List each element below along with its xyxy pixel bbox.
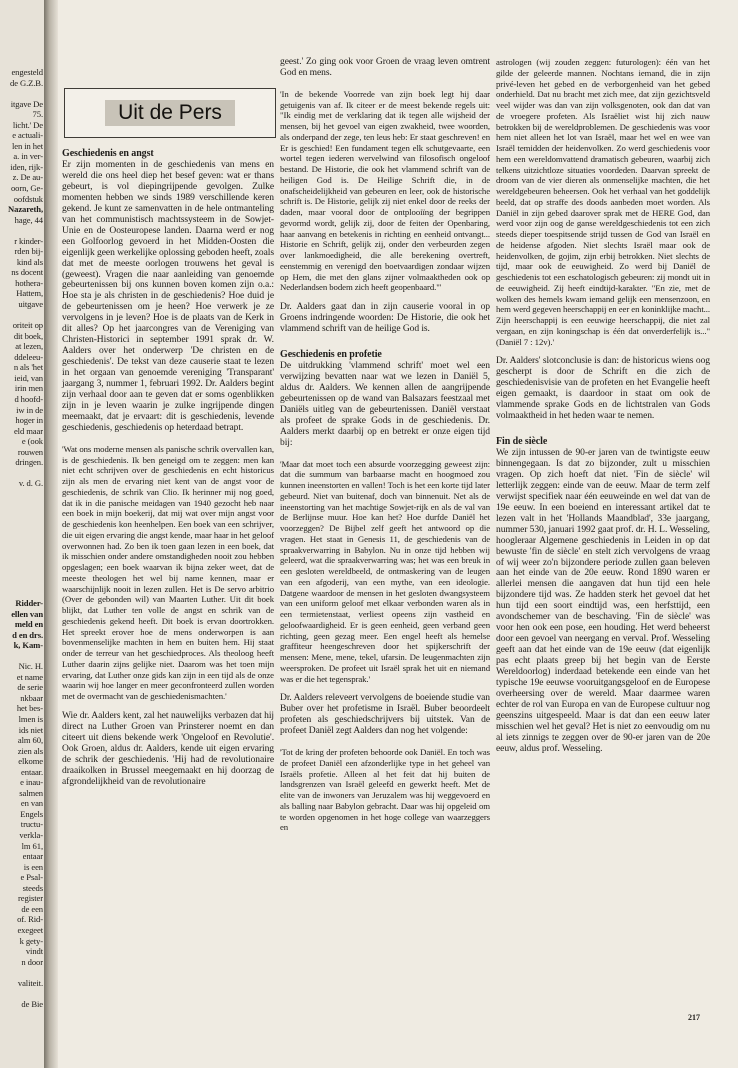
section-title: Uit de Pers	[105, 100, 235, 126]
previous-page-line: itgave De	[10, 98, 43, 109]
previous-page-line: eld maar	[13, 425, 43, 436]
previous-page-line: is een	[23, 861, 43, 872]
col2-paragraph-3: De uitdrukking 'vlammend schrift' moet wel een verwijzing bevatten naar wat we lezen in Daniël 5, aldus dr. Aalders. We kennen allen de aangrijpende gebeurtenissen op de wand van Balsazars feestzaal met Daniëls uitleg van de gebeurtenissen. Daniël verstaat als profeet de sprake Gods in de geschiedenis. Dr. Aalders merkt daarbij op en betrekt er onze eigen tijd bij:	[280, 360, 490, 448]
previous-page-line: Ridder-	[15, 598, 43, 608]
heading-geschiedenis-en-profetie: Geschiedenis en profetie	[280, 349, 382, 361]
previous-page-line: e inau-	[20, 777, 43, 788]
previous-page-line: hothera-	[15, 277, 43, 288]
previous-page-line: n door	[21, 956, 43, 967]
previous-page-line: ids niet	[18, 724, 43, 735]
col2-paragraph-4: Dr. Aalders releveert vervolgens de boeiende studie van Buber over het profetisme in Israël. Buber beoordeelt profeten als geschiedschrijvers bij uitstek. Van de profeet Daniël zegt Aalders dan nog het volgende:	[280, 692, 490, 737]
previous-page-line: a. in ver-	[13, 151, 43, 162]
previous-page-line: entaar	[22, 851, 43, 862]
previous-page-line: oofdstuk	[13, 193, 43, 204]
previous-page-line: dit boek,	[13, 330, 43, 341]
col1-quote-luther: 'Wat ons moderne mensen als panische schrik overvallen kan, is de geschiedenis. Ik ben geneigd om te zeggen: men kan niet echt schrijven over de geschiedenis en echt historicus zijn als men de ervaring niet kent van de angst voor de geschiedenis, de schrik van Clio. Ik herinner mij nog goed, dat ik in die panische meidagen van 1940 gezocht heb naar een boek in mijn boekerij, dat mij wat over mijn angst voor de geschiedenis kon heenhelpen. Een boek van een schrijver, die uit eigen ervaring die angst kende, maar haar in het geloof overwonnen had. Zo ben ik toen gaan lezen in een boek, dat ik misschien onder andere omstandigheden nooit zou hebben opgeslagen; een boek waarvan ik bijna zeker weet, dat de meeste theologen het wel bij name kennen, maar er waarschijnlijk nooit in lezen zullen. Het is De servo arbitrio (Over de gebonden wil) van Maarten Luther. Uit dit boek blijkt, dat Luther ten volle de angst en schrik van de geschiedenis gekend heeft. Dit boek is ervan doortrokken. Het spreekt erover hoe de mens onderworpen is aan bovenmenselijke machten in hem en buiten hem. Hij staat onder de terreur van het geschiedproces. Als theoloog heeft Luther daarin zijns gelijke niet. Daarom was het toen mijn ervaring, dat Luther onze gids kan zijn in een tijd als de onze waarin wij hoe langer en meer geconfronteerd zullen worden met de overmacht van de geschiedenismachten.'	[62, 443, 274, 702]
previous-page-line: register	[18, 893, 43, 904]
previous-page-line: e (ook	[21, 436, 43, 447]
previous-page-line: uitgave	[18, 299, 43, 310]
previous-page-line: iden, rijk-	[10, 161, 43, 172]
heading-geschiedenis-en-angst: Geschiedenis en angst	[62, 148, 154, 159]
previous-page-line: hoger in	[15, 415, 43, 426]
previous-page-line: exegeet	[17, 924, 43, 935]
previous-page-line: engesteld	[11, 67, 43, 77]
previous-page-line: of. Rid-	[17, 914, 43, 925]
previous-page-line: z. De au-	[12, 172, 43, 183]
previous-page-line: lm 61,	[21, 840, 43, 851]
page-number: 217	[688, 1013, 700, 1022]
previous-page-line	[3, 468, 43, 479]
previous-page-line: irin men	[14, 383, 43, 394]
previous-page-line: d hoofd-	[14, 393, 43, 404]
previous-page-line: Hattem,	[16, 288, 43, 299]
previous-page-line: k gety-	[19, 935, 43, 946]
previous-page-fragment-top	[3, 67, 43, 489]
previous-page-line: valiteit.	[17, 977, 43, 988]
previous-page-line	[3, 310, 43, 321]
previous-page-line: Nic. H.	[18, 661, 43, 672]
previous-page-line: 75.	[32, 109, 43, 120]
col3-paragraph-1: Dr. Aalders' slotconclusie is dan: de historicus wiens oog gescherpt is door de Schrift en die zich de geschiedenisvisie van de profeten en het Evangelie heeft eigen gemaakt, is daardoor in staat om ook de vlammende sprake Gods en de lichtstralen van Gods volmaaktheid in het heden waar te nemen.	[496, 355, 710, 422]
previous-page-line: en van	[20, 798, 43, 809]
previous-page-line	[3, 988, 43, 999]
previous-page-line: r kinder-	[14, 235, 43, 246]
section-banner	[64, 88, 276, 138]
previous-page-line: alm 60,	[17, 735, 43, 746]
previous-page-line: len in het	[12, 140, 43, 151]
previous-page-line: het bes-	[16, 703, 43, 714]
binding-gutter	[44, 0, 58, 1068]
previous-page-line	[3, 88, 43, 99]
previous-page-line: oriteit op	[12, 320, 43, 331]
previous-page-line: e actuali-	[12, 130, 43, 141]
heading-fin-de-siecle: Fin de siècle	[496, 435, 548, 447]
previous-page-line	[3, 225, 43, 236]
previous-page-line: ddeleeu-	[14, 351, 43, 362]
col2-paragraph-1: geest.' Zo ging ook voor Groen de vraag leven omtrent God en mens.	[280, 56, 490, 78]
col2-quote-voorrede: 'In de bekende Voorrede van zijn boek legt hij daar getuigenis van af. Ik citeer er de meest bekende regels uit: "Ik eindig met de verklaring dat ik tegen alle wijsheid der mensen, bij het gevoel van eigen zwakheid, twee woorden, als onderpand der zege, ten leus heb: Er staat geschreven! en Er is geschied! Een fundament tegen elk schutgevaarte, een wortel tegen iederen wervelwind van filosofisch ongeloof bestand. De Historie, die ook het vlammend schrift van de heiligen God is. De Heilige Schrift die, in de onafscheidelijkheid van gebeuren en leer, ook de historische schrift is. De Historie, gelijk zij niet enkel door de reeks der daden, maar vooral door de ontplooiïng der begrippen gevormd wordt, gelijk zij, door de feiten der Openbaring, haar aanvang en betekenis in richting en eenheid ontvangt... Historie en Schrift, gelijk zij, onder den verbeurden zegen over lankmoedigheid, die alle berekening overtreft, eenstemmig en verenigd den boetvaardigen zondaar wijzen op Hem, die met den glans zijner volmaaktheden ook op Nederlandsen bodem zich heeft geopenbaard."'	[280, 88, 490, 293]
col3-quote-continued: astrologen (wij zouden zeggen: futurologen): één van het gilde der geleerde mannen. Nochtans iemand, die in zijn privé-leven het gebed en de verborgenheid van het gebed onderhield. Dat nu bracht met zich mee, dat zijn gezichtsveld veel wijder was dan van zijn volksgenoten, ook dan dat van de vroegere profeten. Als Israëliet wist hij zich nauw betrokken bij de wereldproblemen. De geschiedenis was voor hem niet alleen het lot van Israël, maar het wel en wee van Israël temidden der heidenvolken. Zo werd geschiedenis voor hem een wereldomvattend dramatisch gebeuren, waarbij zich telkens uitzichtloze situaties voordeden. Daarvan spreekt de droom van de vier dieren als onmenselijke machten, die het wereldgebeuren beheersen. Ook het verhaal van het goddelijk beeld, dat op straffe des doods aanbeden moet worden. Als Daniël in zijn gebed daarover sprak met de HERE God, dan werd voor zijn oog de ganse wereldgeschiedenis tot een zich steeds dieper toespitsende strijd tussen de God van Israël en de heidense afgoden. Niet slechts Israël maar ook de heidenvolken, de gojim, zijn erbij betrokken. Niet slechts de tijd, maar ook de eeuwigheid. Zo werd bij Daniël de geschiedenis tot een eschatologisch gebeuren: zij mondt uit in de eeuwigheid. Zij heeft eindtijd-karakter. "En zie, met de wolken des hemels kwam iemand gelijk een mensenzoon, en hem werd gegeven heerschappij en eer en koninklijke macht... Zijn heerschappij is een eeuwige heerschappij, die niet zal vergaan, en zijn koningschap is één dat onverderfelijk is..." (Daniël 7 : 12v).'	[496, 57, 710, 347]
col1-paragraph-1: Er zijn momenten in de geschiedenis van mens en wereld die ons heel diep het besef geven: wat er thans gebeurt, is vol diepingrijpende gevolgen. Zulke momenten hebben we sinds 1989 verschillende keren gekend. Je kunt ze samenvatten in de hele ontmanteling van het communistisch machtssysteem in de Sowjet-Unie en de Oosteuropese landen. Daarna werd er nog een Golfoorlog gevoerd in het Midden-Oosten die eigenlijk geen werkelijke oplossing geboden heeft, zoals dat met de meeste oorlogen trouwens het geval is (geweest). Vragen die naar aanleiding van genoemde gebeurtenissen bij ons kunnen boven komen zijn o.a.: Hoe sta je als christen in de geschiedenis? Hoe duid je de gebeurtenissen om je heen? Hoe verwerk je ze vervolgens in je leven? Hoe is de plaats van de Kerk in dit alles? Op het jaarcongres van de Vereniging van Christen-Historici in september 1991 sprak dr. W. Aalders over het onderwerp 'De christen en de geschiedenis'. De tekst van deze causerie staat te lezen in het orgaan van genoemde vereniging 'Transparant' jaargang 3, nummer 1, februari 1992. Dr. Aalders begint zijn verhaal door aan te geven dat er soms ogenblikken zijn in je leven waarin je zulke ingrijpende dingen meemaakt, dat je ervaart: dit is geschiedenis, levende geschiedenis, geschiedenis op heterdaad betrapt.	[62, 159, 274, 433]
previous-page-line: verkla-	[19, 830, 43, 841]
column-2	[280, 57, 490, 833]
previous-page-line: elkome	[18, 756, 43, 767]
previous-page-line: v. d. G.	[18, 478, 43, 489]
previous-page-line: entaar.	[21, 766, 43, 777]
previous-page-line: licht.' De	[12, 119, 43, 130]
previous-page-line: oorn, Ge-	[10, 183, 43, 194]
previous-page-line: de een	[21, 903, 43, 914]
col2-quote-daniel: 'Maar dat moet toch een absurde voorzegging geweest zijn: dat die summum van barbaarse macht en hoogmoed zou kunnen ineenstorten en vallen! Toch is het een korte tijd later gebeurd. Niet van buitenaf, doch van binnenuit. Net als de ineenstorting van het machtige Sowjet-rijk en als de val van de Berlijnse muur. Hoe kan het? Hoe durfde Daniël het voorzeggen? De Bijbel zelf geeft het antwoord op die vragen. Het staat in Genesis 11, de geschiedenis van de spraakverwarring in Babylon. Nu in onze tijd hebben wij geleerd, wat die spraakverwarring was; het was een breuk in een gesloten wereldbeeld, de ontmaskering van de leugen van een afgoderij, van een mythe, van een ideologie. Datgene waardoor de mensen in het gesloten dwangsysteem van een uniform geloof met elkaar verbonden waren als in een termietenstaat, verliest opeens zijn vastheid en geloofwaardigheid. Er is geen eenheid, geen verband geen richting, geen gezag meer. Een engel heeft als hemelse graffiteur heengeschreven door het spijkerschrift der mensen: Mene, mene, tekel, ufarsin. De leugenmachten zijn weersproken. De profeet uit Israël sprak het uit en niemand was er die het tegensprak.'	[280, 458, 490, 684]
previous-page-line: d en drs.	[12, 629, 43, 640]
previous-page-line: iw in de	[16, 404, 43, 415]
previous-page-line: tructu-	[20, 819, 43, 830]
column-3	[496, 57, 710, 755]
previous-page-line: steeds	[22, 882, 43, 893]
previous-page-fragment-bottom	[3, 598, 43, 1009]
previous-page-edge	[0, 0, 46, 1068]
previous-page-line: ns docent	[11, 267, 43, 278]
previous-page-line: zien als	[17, 745, 43, 756]
previous-page-line: k, Kam-	[13, 640, 43, 651]
previous-page-line: nkbaar	[20, 692, 43, 703]
previous-page-line: at lezen,	[15, 341, 43, 352]
previous-page-line: kind als	[16, 256, 43, 267]
previous-page-line: e Psal-	[20, 872, 43, 883]
previous-page-line: Engels	[20, 808, 43, 819]
col3-paragraph-2: We zijn intussen de 90-er jaren van de twintigste eeuw binnengegaan. Is dat zo bijzonder, zult u misschien vragen. Op zich hoeft dat niet. 'Fin de siècle' wil letterlijk zeggen: einde van de eeuw. Maar de term zelf verwijst specifiek naar één eeuweinde en wel dat van de 19e eeuw. In een boeiend en interessant artikel dat te lezen valt in het 'Hollands Maandblad', 33e jaargang, nummer 530, januari 1992 gaat prof. dr. H. L. Wesseling, hoogleraar Algemene geschiedenis in Leiden in op dat bewuste 'fin de siècle' en stelt zich vervolgens de vraag of wij weer zo'n bijzondere periode zullen gaan beleven aan het einde van de 20e eeuw. Rond 1890 waren er allerlei mensen die aangaven dat hun tijd een hele bijzondere tijd was. Ze hadden sterk het gevoel dat het hun tijd een soort eindtijd was, een herfsttijd, een avondschemer van de beschaving. 'Fin de siècle' was voor hen ook een pose, een houding. Het werd beheerst door een gevoel van neergang en verval. Prof. Wesseling geeft aan dat het einde van de 19e eeuw (dat eigenlijk pas echt plaats greep bij het begin van de Eerste Wereldoorlog) inderdaad betekende een einde van het typische 19e eeuwse vooruitgangsgeloof en de Europese overheersing over de wereld. Maar daarmee waren echter de rol van Europa en van de Europese cultuur nog geenszins uitgespeeld. Maar is dat dan een eeuw later misschien wel het geval? Het is niet zo eenvoudig om nu al iets zinnigs te zeggen over de 90-er jaren van de 20e eeuw, aldus prof. Wesseling.	[496, 446, 710, 754]
previous-page-line: de G.Z.B.	[10, 77, 43, 88]
previous-page-line: de Bie	[21, 998, 43, 1009]
previous-page-line: hage, 44	[14, 214, 43, 225]
previous-page-line: Nazareth,	[8, 204, 43, 215]
previous-page-line: n als 'het	[13, 362, 43, 373]
previous-page-line: rouwen	[17, 446, 43, 457]
col2-paragraph-2: Dr. Aalders gaat dan in zijn causerie vooral in op Groens indringende woorden: De Historie, die ook het vlammend schrift van de heilige God is.	[280, 301, 490, 335]
previous-page-line: vindt	[25, 946, 43, 957]
previous-page-line: lmen is	[18, 714, 43, 725]
column-1	[62, 148, 274, 788]
previous-page-line: salmen	[19, 787, 43, 798]
previous-page-line: ieid, van	[14, 372, 43, 383]
previous-page-line	[3, 651, 43, 662]
previous-page-line: ellen van	[11, 608, 43, 619]
previous-page-line: et name	[16, 671, 43, 682]
previous-page-line: rden bij-	[14, 246, 43, 257]
col1-paragraph-2: Wie dr. Aalders kent, zal het nauwelijks verbazen dat hij direct na Luther Groen van Prinsterer noemt en dan citeert uit diens bekende werk 'Ongeloof en Revolutie'. Ook Groen, aldus dr. Aalders, kende uit eigen ervaring de schrik der geschiedenis. 'Hij had de revolutionaire draaikolken in Brussel meegemaakt en hij doorzag de afgrondelijkheid van de revolutionaire	[62, 709, 274, 787]
previous-page-line: dringen.	[15, 457, 43, 468]
previous-page-line: meld en	[14, 619, 43, 630]
previous-page-line	[3, 967, 43, 978]
col2-quote-profeten: 'Tot de kring der profeten behoorde ook Daniël. En toch was de profeet Daniël een afzonderlijke type in het geheel van Israëls profetie. Alleen al het feit dat hij buiten de landsgrenzen van Israël geleefd en gewerkt heeft. Met de elite van de inwoners van Jeruzalem was hij weggevoerd en als balling naar Babylon gebracht. Daar was hij opgeleid om te worden opgenomen in het hoge college van waarzeggers en	[280, 747, 490, 833]
previous-page-line: de serie	[17, 682, 43, 693]
